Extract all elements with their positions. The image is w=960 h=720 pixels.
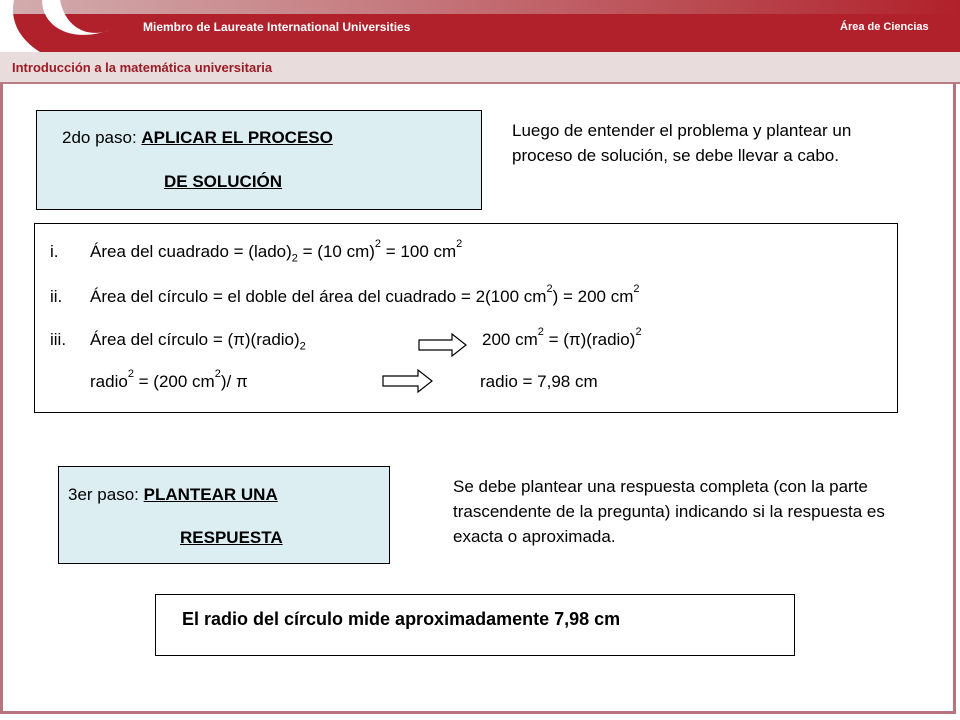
item-3-text: Área del círculo = $(\pi)(radio)_2$ — [90, 330, 306, 353]
course-bar — [0, 52, 960, 84]
step2-heading — [62, 128, 333, 148]
step2-note: Luego de entender el problema y plantear un proceso de solución, se debe llevar a cabo. — [512, 121, 852, 165]
radio-equation: radio$^2$ = (200 $cm^2)/$ π — [90, 368, 248, 391]
implies-arrow-icon — [418, 332, 468, 358]
item-3-number: iii. — [50, 330, 67, 349]
header-bar — [0, 0, 960, 52]
step3-prefix: 3er paso: — [68, 485, 144, 504]
step2-title-line1: APLICAR EL PROCESO — [141, 128, 333, 147]
item-3-result: 200 $cm^2$ = (π)(radio)$^2$ — [482, 326, 642, 349]
item-2-number: ii. — [50, 287, 63, 306]
step2-box — [36, 110, 482, 210]
item-1-number: i. — [50, 242, 59, 261]
header-stripe — [0, 0, 960, 14]
course-title: Introducción a la matemática universitaria — [12, 60, 273, 75]
radio-result: radio = 7,98 cm — [480, 372, 598, 391]
step3-note: Se debe plantear una respuesta completa (con la parte trascendente de la pregunta) indicando si la respuesta es exacta o aproximada. — [453, 477, 885, 546]
step3-box — [58, 466, 390, 564]
step2-prefix: 2do paso: — [62, 128, 142, 147]
step3-heading — [68, 485, 278, 505]
item-1-text: Área del cuadrado = $(lado)_2 = (10$ cm)$^2$ = 100 $cm^2$ — [90, 238, 463, 265]
university-logo — [0, 0, 130, 52]
step2-title-line2: DE SOLUCIÓN — [164, 172, 283, 191]
item-2-text: Área del círculo = el doble del área del cuadrado = 2(100 $cm^2) = 200$ $cm^2$ — [90, 283, 640, 306]
step3-title-line1: PLANTEAR UNA — [143, 485, 278, 504]
step3-title-line2: RESPUESTA — [180, 528, 283, 547]
implies-arrow-icon-2 — [382, 368, 434, 394]
answer-text: El radio del círculo mide aproximadamente 7,98 cm — [182, 609, 621, 629]
area-text: Área de Ciencias — [840, 21, 929, 33]
member-text: Miembro de Laureate International Universities — [143, 20, 411, 34]
